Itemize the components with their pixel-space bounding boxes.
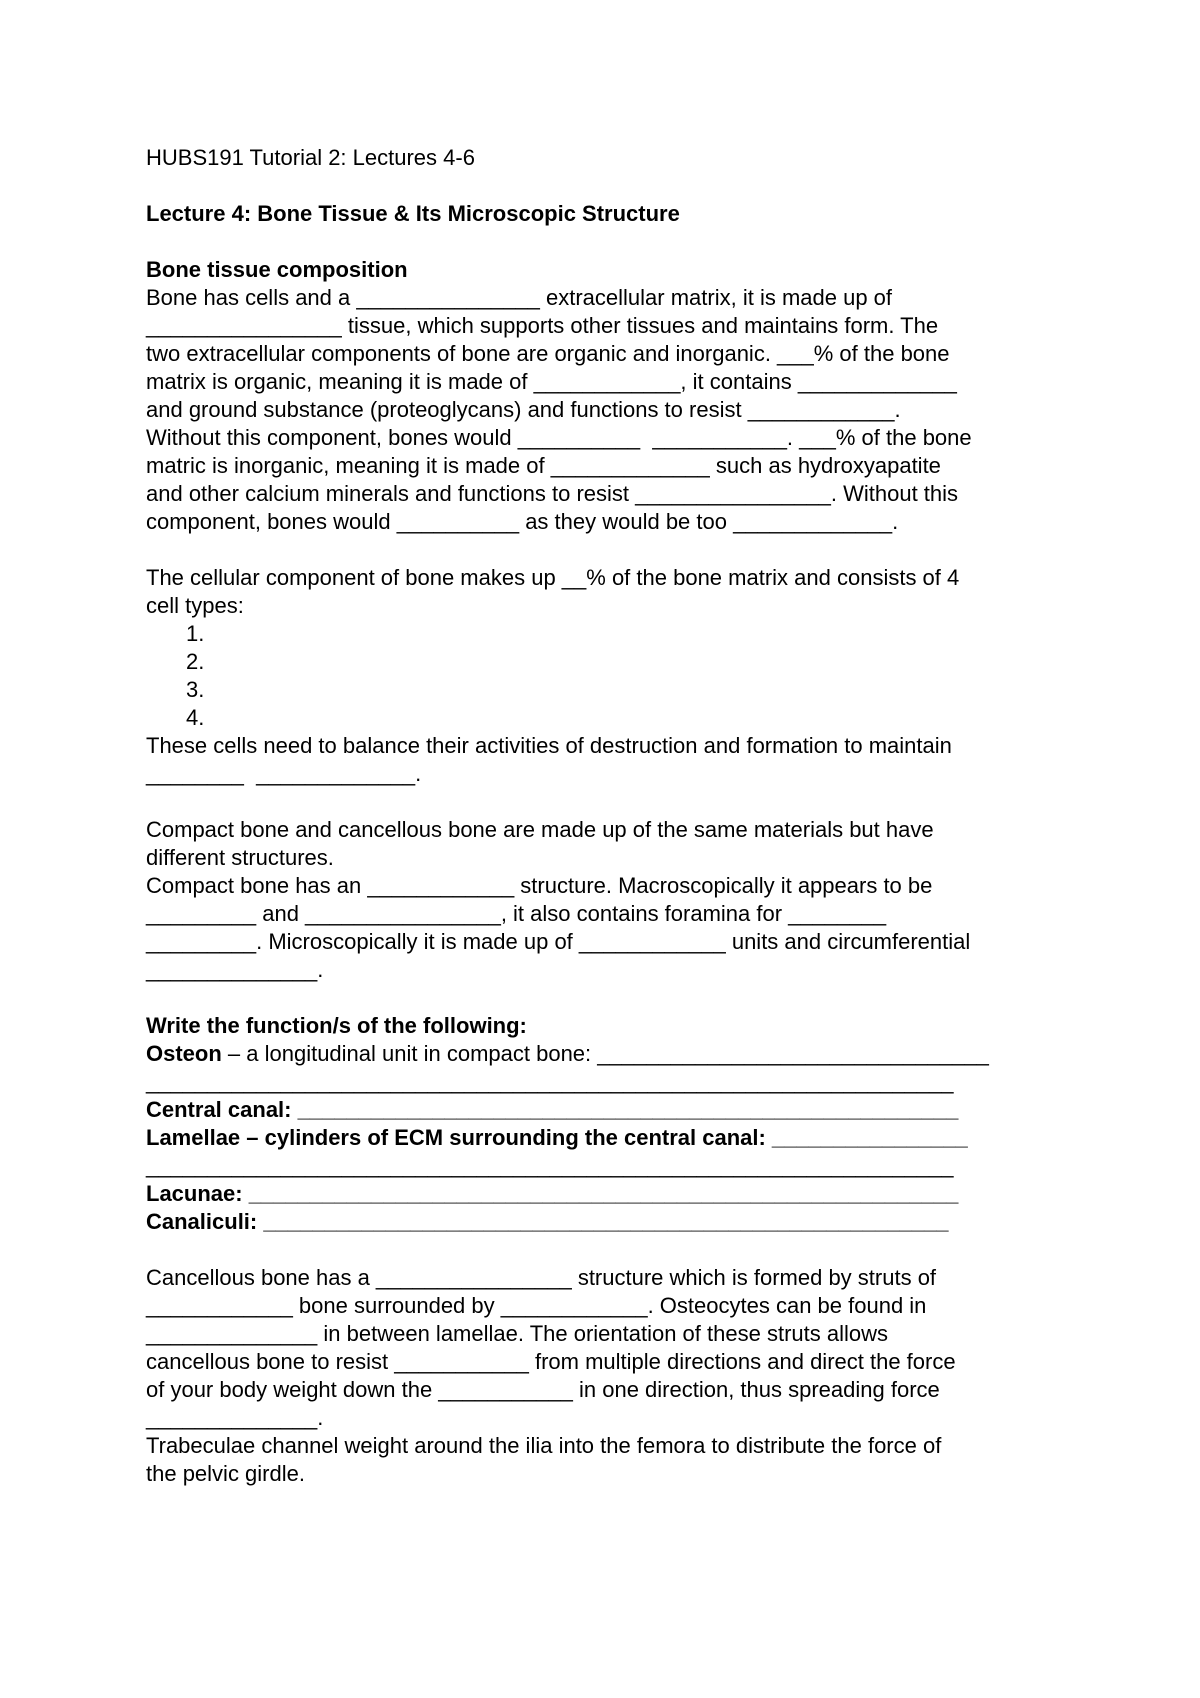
list-item: 3. [186, 677, 205, 702]
paragraph-line: Without this component, bones would __________ ___________. ___% of the bone [146, 425, 972, 450]
spacer [146, 984, 1086, 1012]
spacer [146, 788, 1086, 816]
paragraph-line: of your body weight down the ___________ in one direction, thus spreading force [146, 1377, 940, 1402]
lecture-heading: Lecture 4: Bone Tissue & Its Microscopic Structure [146, 201, 680, 226]
lamellae-line: Lamellae – cylinders of ECM surrounding the central canal: ________________ [146, 1125, 968, 1150]
paragraph-line: and ground substance (proteoglycans) and functions to resist ____________. [146, 397, 901, 422]
spacer [146, 172, 1086, 200]
lacunae-line: Lacunae: __________________________________________________________ [146, 1181, 959, 1206]
paragraph-line: Trabeculae channel weight around the ilia into the femora to distribute the force of [146, 1433, 942, 1458]
section-heading-composition: Bone tissue composition [146, 257, 408, 282]
paragraph-line: matrix is organic, meaning it is made of ____________, it contains _____________ [146, 369, 957, 394]
paragraph-line: _________ and ________________, it also contains foramina for ________ [146, 901, 887, 926]
spacer [146, 536, 1086, 564]
central-canal-line: Central canal: ______________________________________________________ [146, 1097, 959, 1122]
paragraph-line: ______________ in between lamellae. The orientation of these struts allows [146, 1321, 888, 1346]
paragraph-line: ________ _____________. [146, 761, 422, 786]
paragraph-line: ______________. [146, 1405, 324, 1430]
osteon-line [146, 1040, 1086, 1068]
canaliculi-line: Canaliculi: ________________________________________________________ [146, 1209, 949, 1234]
paragraph-line: Bone has cells and a _______________ extracellular matrix, it is made up of [146, 285, 893, 310]
paragraph-line: different structures. [146, 845, 334, 870]
paragraph-line: matric is inorganic, meaning it is made of _____________ such as hydroxyapatite [146, 453, 941, 478]
osteon-definition: – a longitudinal unit in compact bone: ________________________________ [221, 1041, 989, 1066]
paragraph-line: _________. Microscopically it is made up of ____________ units and circumferential [146, 929, 971, 954]
paragraph-line: two extracellular components of bone are organic and inorganic. ___% of the bone [146, 341, 950, 366]
osteon-answer-line: __________________________________________________________________ [146, 1069, 954, 1094]
paragraph-line: ________________ tissue, which supports other tissues and maintains form. The [146, 313, 939, 338]
lamellae-answer-line: __________________________________________________________________ [146, 1153, 954, 1178]
paragraph-line: component, bones would __________ as they would be too _____________. [146, 509, 899, 534]
paragraph-line: and other calcium minerals and functions to resist ________________. Without this [146, 481, 959, 506]
paragraph-line: cancellous bone to resist ___________ from multiple directions and direct the force [146, 1349, 956, 1374]
list-item: 4. [186, 705, 205, 730]
paragraph-line: ____________ bone surrounded by ____________. Osteocytes can be found in [146, 1293, 927, 1318]
paragraph-line: cell types: [146, 593, 244, 618]
paragraph-line: ______________. [146, 957, 324, 982]
spacer [146, 228, 1086, 256]
paragraph-line: Cancellous bone has a ________________ structure which is formed by struts of [146, 1265, 937, 1290]
paragraph-line: The cellular component of bone makes up __% of the bone matrix and consists of 4 [146, 565, 960, 590]
osteon-term: Osteon [146, 1041, 222, 1066]
paragraph-line: Compact bone has an ____________ structure. Macroscopically it appears to be [146, 873, 933, 898]
paragraph-line: the pelvic girdle. [146, 1461, 305, 1486]
document-page [146, 144, 1086, 1488]
paragraph-line: Compact bone and cancellous bone are made up of the same materials but have [146, 817, 934, 842]
spacer [146, 1236, 1086, 1264]
document-title: HUBS191 Tutorial 2: Lectures 4-6 [146, 145, 475, 170]
list-item: 2. [186, 649, 205, 674]
paragraph-line: These cells need to balance their activities of destruction and formation to maintain [146, 733, 952, 758]
list-item: 1. [186, 621, 205, 646]
section-heading-functions: Write the function/s of the following: [146, 1013, 527, 1038]
